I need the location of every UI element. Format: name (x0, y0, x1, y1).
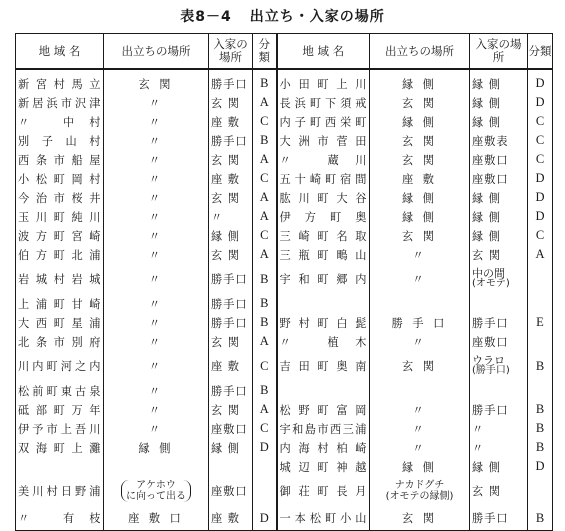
table-row (16, 332, 553, 351)
location-cell: 新居浜市沢津 (16, 93, 104, 112)
location-cell: 内海村柏崎 (277, 438, 370, 457)
location-cell: 一本松町小山 (277, 506, 370, 531)
location-cell: 北条市別府 (16, 332, 104, 351)
class-cell: D (528, 188, 553, 207)
table-row (16, 400, 553, 419)
origin-cell: 縁 側 (370, 207, 470, 226)
location-cell: 御荘町長月 (277, 476, 370, 506)
origin-cell: 座 敷 (370, 169, 470, 188)
location-cell: 吉田町奥南 (277, 351, 370, 381)
entry-cell: 勝手口 (470, 400, 528, 419)
location-cell: 三瓶町鴫山 (277, 245, 370, 264)
entry-cell (470, 294, 528, 313)
entry-cell: 縁 側 (470, 93, 528, 112)
class-cell (528, 381, 553, 400)
entry-cell: 玄 関 (470, 245, 528, 264)
class-cell: C (253, 226, 277, 245)
location-cell: 西条市船屋 (16, 150, 104, 169)
location-cell: 別子山村 (16, 131, 104, 150)
entry-line: (オモテ) (472, 278, 510, 289)
table-row (16, 69, 553, 93)
origin-note-line: に向って出る (126, 491, 186, 502)
location-cell: 玉川町純川 (16, 207, 104, 226)
origin-cell: 〃 (104, 188, 209, 207)
entry-cell: 座 敷 (209, 112, 253, 131)
entry-cell: 縁 側 (470, 188, 528, 207)
origin-cell: 〃 (104, 294, 209, 313)
location-cell: 小田町上川 (277, 69, 370, 93)
class-cell (528, 294, 553, 313)
class-cell: A (253, 188, 277, 207)
location-cell: 〃 有枝 (16, 506, 104, 531)
location-cell: 肱川町大谷 (277, 188, 370, 207)
entry-cell: 玄 関 (209, 188, 253, 207)
table-row (16, 169, 553, 188)
location-cell (277, 381, 370, 400)
location-cell: 上浦町甘崎 (16, 294, 104, 313)
table-row (16, 264, 553, 294)
class-cell: B (528, 419, 553, 438)
table-row (16, 150, 553, 169)
entry-cell: 座敷口 (470, 169, 528, 188)
origin-cell: 〃 (104, 381, 209, 400)
class-cell: B (253, 131, 277, 150)
class-cell: B (528, 351, 553, 381)
entry-cell: 玄 関 (209, 93, 253, 112)
location-cell: 伊予市上吾川 (16, 419, 104, 438)
table-caption: 出立ち・入家の場所 (249, 9, 385, 25)
origin-note-line: アケホウ (136, 480, 176, 491)
entry-cell: 玄 関 (209, 245, 253, 264)
class-cell (253, 457, 277, 476)
origin-cell: 玄 関 (370, 226, 470, 245)
table-row (16, 245, 553, 264)
entry-cell: 縁 側 (470, 112, 528, 131)
origin-cell: 〃 (104, 207, 209, 226)
origin-cell: 縁 側 (104, 438, 209, 457)
entry-line: 中の間 (472, 267, 505, 280)
entry-cell: 縁 側 (470, 226, 528, 245)
location-cell: 伊方町奥 (277, 207, 370, 226)
table-row (16, 506, 553, 531)
entry-cell: 座敷口 (209, 419, 253, 438)
table-title (0, 6, 565, 26)
origin-cell: 〃 (370, 438, 470, 457)
location-cell: 〃 蔵川 (277, 150, 370, 169)
entry-cell: 座敷表 (470, 131, 528, 150)
header-location-right: 地 域 名 (277, 34, 370, 70)
table-row (16, 419, 553, 438)
location-cell: 城辺町神越 (277, 457, 370, 476)
table-row (16, 188, 553, 207)
data-table (15, 33, 553, 531)
location-cell: 川内町河之内 (16, 351, 104, 381)
origin-cell: 縁 側 (370, 69, 470, 93)
table-row (16, 112, 553, 131)
class-cell: C (528, 112, 553, 131)
class-cell: C (528, 131, 553, 150)
entry-cell: 〃 (470, 419, 528, 438)
class-cell: A (253, 150, 277, 169)
class-cell: A (253, 207, 277, 226)
class-cell: A (253, 93, 277, 112)
origin-cell: 〃 (104, 131, 209, 150)
origin-cell: 玄 関 (370, 506, 470, 531)
class-cell: D (528, 69, 553, 93)
table-row (16, 457, 553, 476)
class-cell: B (253, 264, 277, 294)
origin-cell (370, 294, 470, 313)
origin-cell (104, 476, 209, 506)
entry-cell: 座敷口 (470, 332, 528, 351)
entry-cell: 座 敷 (209, 351, 253, 381)
origin-cell (104, 457, 209, 476)
location-cell: 伯方町北浦 (16, 245, 104, 264)
class-cell: B (253, 294, 277, 313)
class-cell: A (253, 332, 277, 351)
entry-cell: 縁 側 (470, 457, 528, 476)
class-cell: B (253, 69, 277, 93)
entry-cell: 玄 関 (470, 476, 528, 506)
entry-cell: 勝手口 (209, 381, 253, 400)
origin-cell: 縁 側 (370, 112, 470, 131)
entry-cell: 座敷口 (470, 150, 528, 169)
origin-cell: 縁 側 (370, 457, 470, 476)
origin-cell: 〃 (370, 400, 470, 419)
class-cell: C (253, 351, 277, 381)
location-cell: 内子町西栄町 (277, 112, 370, 131)
table-row (16, 351, 553, 381)
class-cell: B (528, 506, 553, 531)
entry-cell: 勝手口 (209, 131, 253, 150)
location-cell: 五十崎町宿間 (277, 169, 370, 188)
origin-cell: 〃 (104, 93, 209, 112)
origin-cell: 〃 (104, 245, 209, 264)
table-row (16, 381, 553, 400)
entry-cell: 勝手口 (470, 506, 528, 531)
location-cell: 野村町白髭 (277, 313, 370, 332)
entry-line: (勝手口) (472, 365, 510, 376)
header-origin-left: 出立ちの場所 (104, 34, 209, 70)
location-cell: 大洲市菅田 (277, 131, 370, 150)
origin-cell: 玄 関 (370, 351, 470, 381)
origin-cell: 〃 (104, 150, 209, 169)
class-cell: A (253, 245, 277, 264)
location-cell: 大西町星浦 (16, 313, 104, 332)
class-cell: C (253, 419, 277, 438)
table-row (16, 438, 553, 457)
entry-cell: 玄 関 (209, 400, 253, 419)
entry-cell (470, 381, 528, 400)
header-entry-left: 入家の場所 (209, 34, 253, 70)
class-cell: C (253, 169, 277, 188)
location-cell: 長浜町下須戒 (277, 93, 370, 112)
class-cell: D (528, 457, 553, 476)
location-cell (16, 457, 104, 476)
origin-line: (オモテの縁側) (385, 491, 454, 502)
class-cell: A (528, 245, 553, 264)
class-cell: C (528, 150, 553, 169)
header-class-left: 分類 (253, 34, 277, 70)
entry-line: ウラロ (472, 354, 505, 367)
origin-cell: 〃 (370, 419, 470, 438)
table-row (16, 313, 553, 332)
table-row (16, 476, 553, 506)
origin-cell: 〃 (370, 332, 470, 351)
origin-cell: 〃 (104, 400, 209, 419)
header-entry-right: 入家の場所 (470, 34, 528, 70)
origin-cell: 〃 (104, 419, 209, 438)
origin-cell: 〃 (370, 264, 470, 294)
location-cell: 松野町富岡 (277, 400, 370, 419)
table-row (16, 294, 553, 313)
entry-cell: 勝手口 (209, 69, 253, 93)
origin-line: ナカドグチ (394, 480, 445, 491)
location-cell: 岩城村岩城 (16, 264, 104, 294)
location-cell: 波方町宮崎 (16, 226, 104, 245)
class-cell: B (528, 400, 553, 419)
header-origin-right: 出立ちの場所 (370, 34, 470, 70)
location-cell: 宇和町郷内 (277, 264, 370, 294)
location-cell: 三崎町名取 (277, 226, 370, 245)
origin-cell: 縁 側 (370, 188, 470, 207)
origin-cell: 〃 (104, 332, 209, 351)
table-row (16, 131, 553, 150)
class-cell: D (528, 169, 553, 188)
class-cell: B (528, 438, 553, 457)
entry-cell: 玄 関 (209, 150, 253, 169)
origin-cell: 〃 (104, 169, 209, 188)
origin-cell: 〃 (104, 351, 209, 381)
origin-cell: 〃 (104, 264, 209, 294)
entry-cell: 勝手口 (209, 313, 253, 332)
origin-cell: 〃 (104, 226, 209, 245)
class-cell: E (528, 313, 553, 332)
location-cell: 美川村日野浦 (16, 476, 104, 506)
location-cell: 新宮村馬立 (16, 69, 104, 93)
entry-cell (209, 457, 253, 476)
entry-cell (470, 351, 528, 381)
class-cell: D (253, 438, 277, 457)
entry-cell: 勝手口 (209, 294, 253, 313)
entry-cell: 縁 側 (470, 207, 528, 226)
class-cell (528, 476, 553, 506)
origin-cell: 勝 手 口 (370, 313, 470, 332)
class-cell (528, 264, 553, 294)
class-cell: B (253, 381, 277, 400)
entry-cell: 縁 側 (470, 69, 528, 93)
origin-cell: 玄 関 (370, 131, 470, 150)
origin-cell: 玄 関 (370, 150, 470, 169)
origin-cell: 〃 (104, 112, 209, 131)
header-location-left: 地 域 名 (16, 34, 104, 70)
class-cell (528, 332, 553, 351)
class-cell: C (253, 112, 277, 131)
entry-cell: 〃 (209, 207, 253, 226)
origin-note (121, 480, 191, 502)
location-cell: 砥部町万年 (16, 400, 104, 419)
table-row (16, 93, 553, 112)
entry-cell: 座 敷 (209, 169, 253, 188)
class-cell: D (528, 207, 553, 226)
table-row (16, 226, 553, 245)
entry-cell: 座敷口 (209, 476, 253, 506)
header-class-right: 分類 (528, 34, 553, 70)
class-cell (253, 476, 277, 506)
origin-cell (370, 381, 470, 400)
class-cell: B (253, 313, 277, 332)
class-cell: C (528, 226, 553, 245)
entry-cell: 縁 側 (209, 438, 253, 457)
location-cell (277, 294, 370, 313)
header-row (16, 34, 553, 70)
location-cell: 松前町東古泉 (16, 381, 104, 400)
location-cell: 双海町上灘 (16, 438, 104, 457)
location-cell: 〃 中村 (16, 112, 104, 131)
location-cell: 〃 植木 (277, 332, 370, 351)
class-cell: D (528, 93, 553, 112)
origin-cell (370, 476, 470, 506)
origin-cell: 座 敷 口 (104, 506, 209, 531)
entry-cell: 座 敷 (209, 506, 253, 531)
location-cell: 今治市桜井 (16, 188, 104, 207)
entry-cell: 玄 関 (209, 332, 253, 351)
table-number: 表8－4 (180, 9, 232, 25)
entry-cell: 〃 (470, 438, 528, 457)
entry-cell: 勝手口 (209, 264, 253, 294)
origin-cell: 〃 (104, 313, 209, 332)
table-body (16, 69, 553, 531)
table-row (16, 207, 553, 226)
entry-cell (470, 264, 528, 294)
location-cell: 小松町岡村 (16, 169, 104, 188)
entry-cell: 勝手口 (470, 313, 528, 332)
origin-cell: 玄 関 (370, 93, 470, 112)
origin-cell: 玄 関 (104, 69, 209, 93)
origin-cell: 〃 (370, 245, 470, 264)
class-cell: A (253, 400, 277, 419)
class-cell: D (253, 506, 277, 531)
location-cell: 宇和島市西三浦 (277, 419, 370, 438)
entry-cell: 縁 側 (209, 226, 253, 245)
